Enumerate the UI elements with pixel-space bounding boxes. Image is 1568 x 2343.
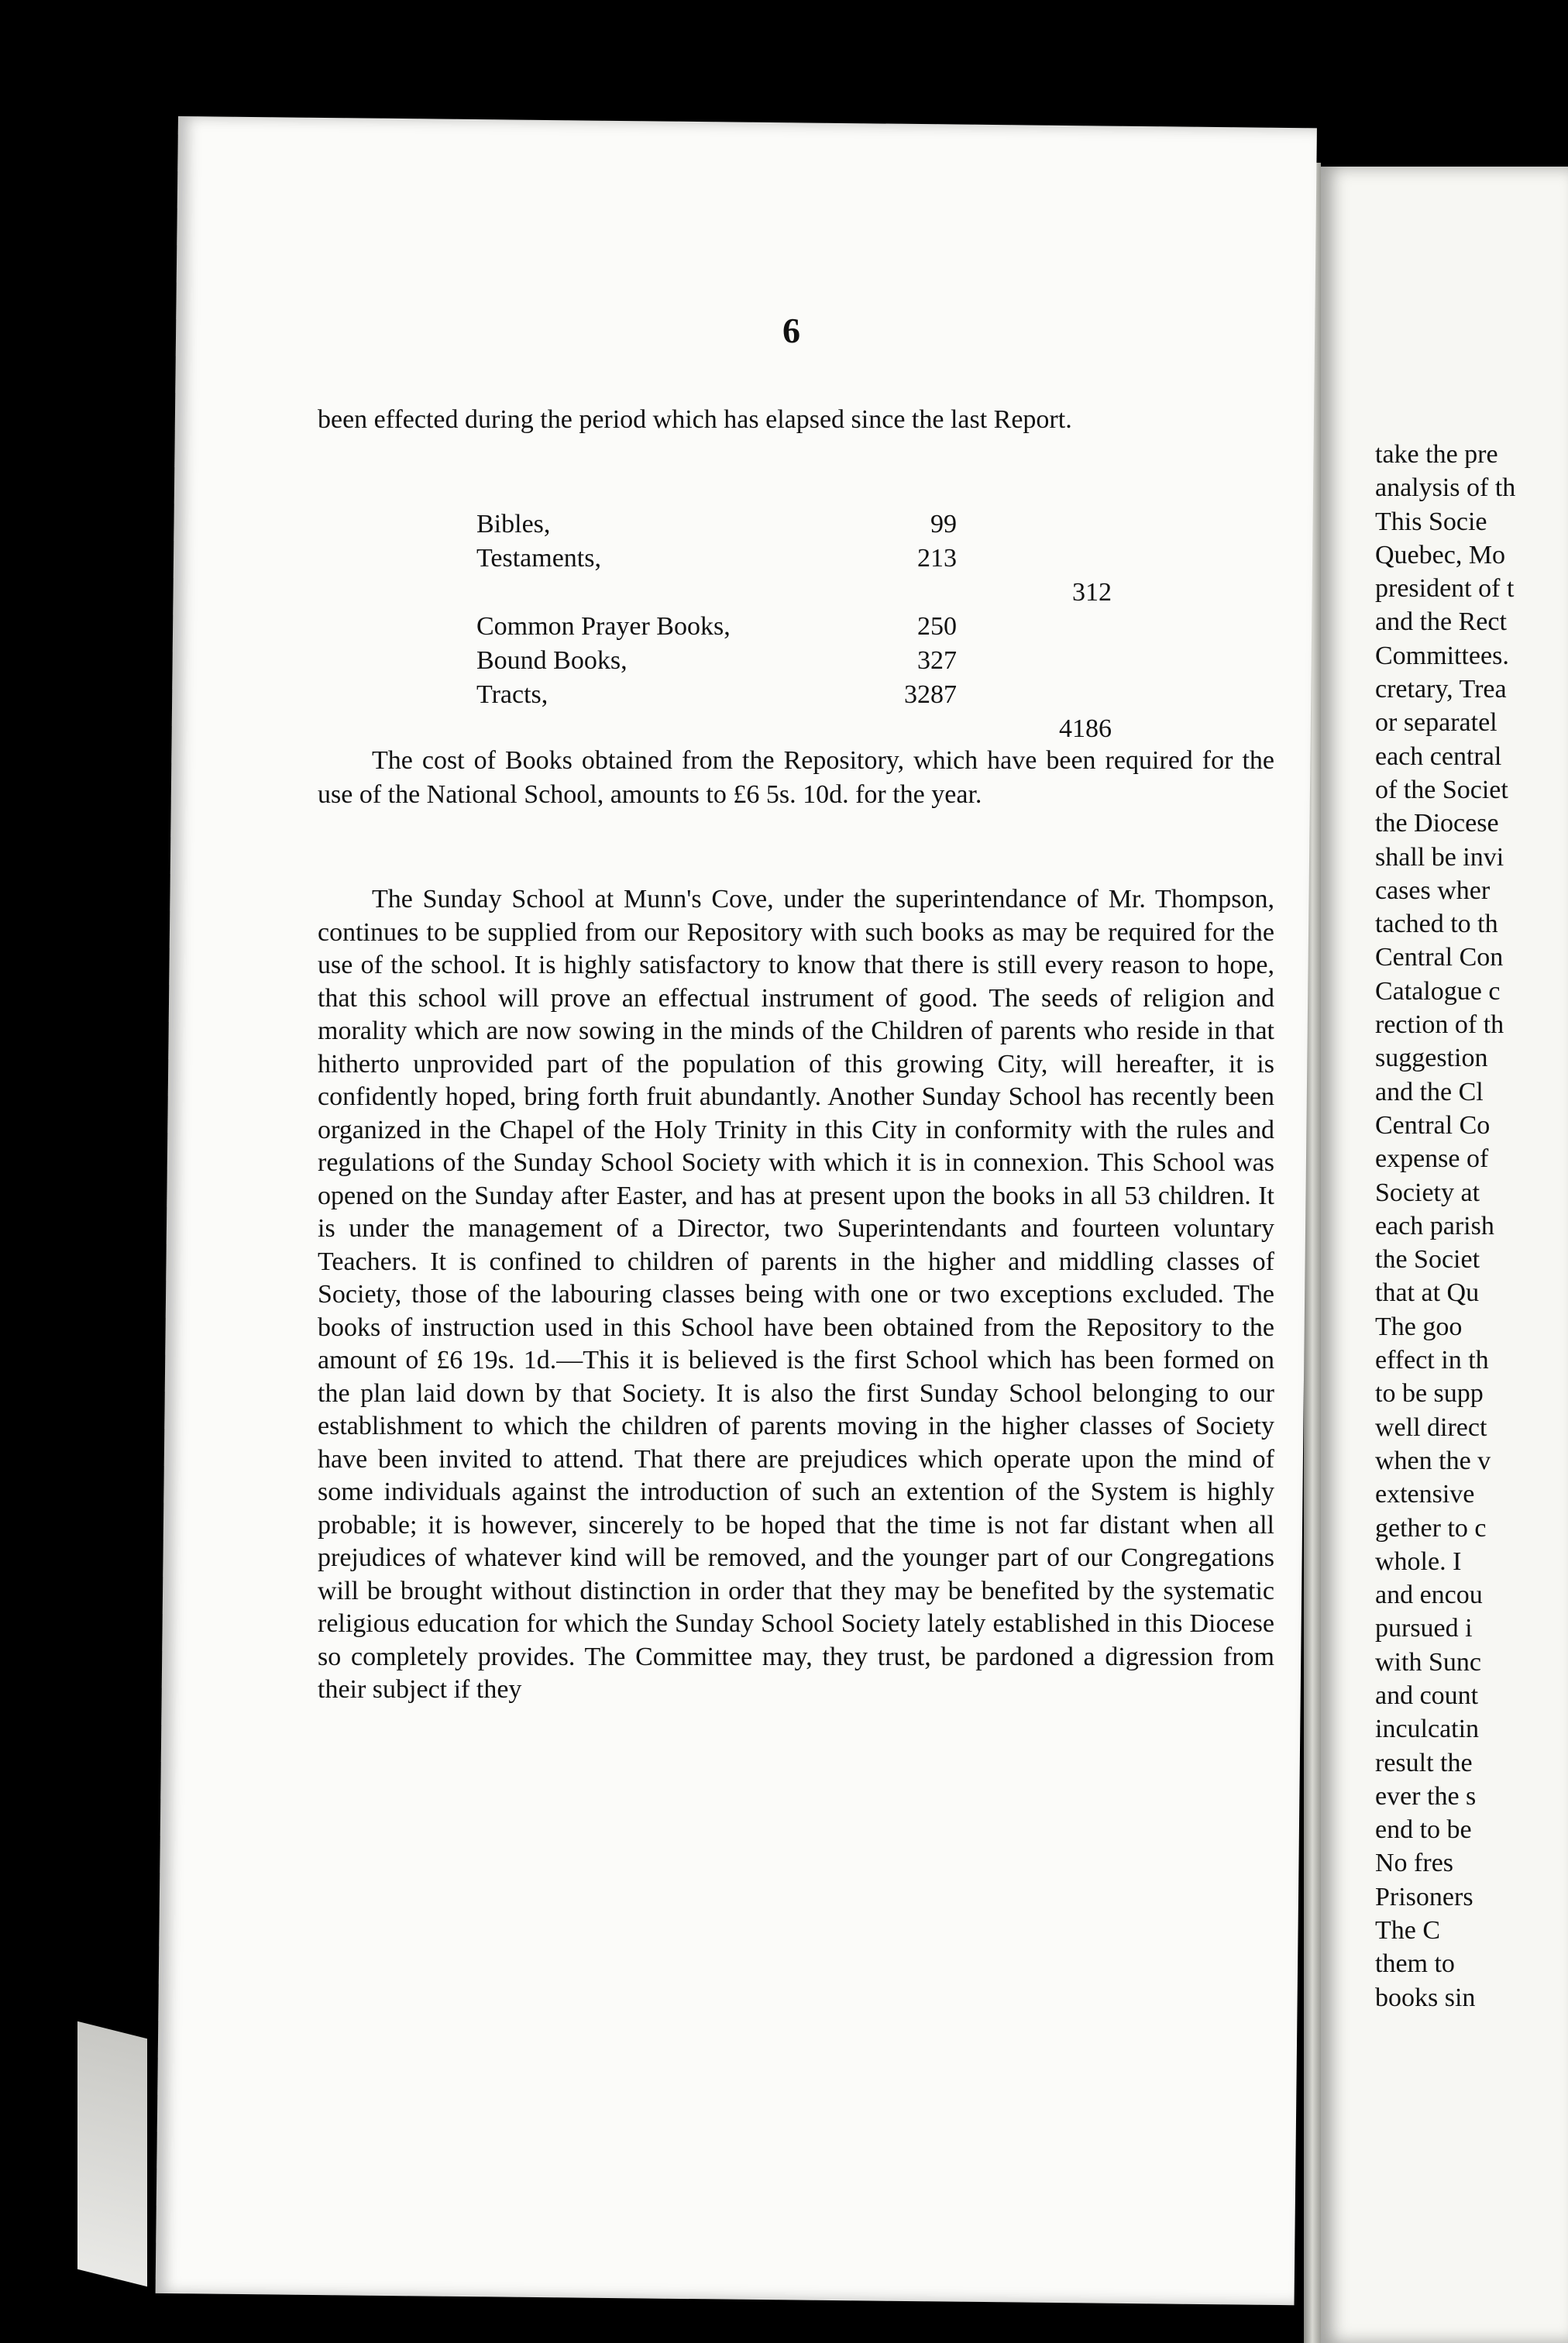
right-page-line: Committees. (1375, 641, 1509, 670)
tally-label: Common Prayer Books, (476, 612, 731, 641)
tally-count: 99 (930, 510, 957, 538)
right-page-line: tached to th (1375, 910, 1498, 939)
right-page-line: each parish (1375, 1211, 1494, 1240)
right-page-line: expense of (1375, 1144, 1489, 1174)
right-page-line: suggestion (1375, 1044, 1488, 1073)
right-page-line: The C (1375, 1916, 1441, 1946)
right-page-line: and the Rect (1375, 607, 1507, 637)
right-page-line: well direct (1375, 1412, 1487, 1442)
tally-row (476, 507, 1127, 542)
sunday-school-paragraph: The Sunday School at Munn's Cove, under the superintendance of Mr. Thompson, continues to be supplied from our Repository with such books as may be required for the use of the school. It is highly satisfactory to know that there is still every reason to hope, that this school will prove an effectual instrument of good. The seeds of religion and morality which are now sowing in the minds of the Children of parents who reside in that hitherto unprovided part of the population of this growing City, will hereafter, it is confidently hoped, bring forth fruit abundantly. Another Sunday School has recently been organized in the Chapel of the Holy Trinity in this City in conformity with the rules and regulations of the Sunday School Society with which it is in connexion. This School was opened on the Sunday after Easter, and has at present upon the books in all 53 children. It is under the management of a Director, two Superintendants and fourteen voluntary Teachers. It is confined to children of parents in the higher and middling classes of Society, those of the labouring classes being with one or two exceptions excluded. The books of instruction used in this School have been obtained from the Repository to the amount of £6 19s. 1d.—This it is believed is the first School which has been formed on the plan laid down by that Society. It is also the first Sunday School belonging to our establishment to which the children of parents moving in the higher classes of Society have been invited to attend. That there are prejudices which operate upon the mind of some individuals against the introduction of such an extention of the System is highly probable; it is however, sincerely to be hoped that the time is not far distant when all prejudices of whatever kind will be removed, and the younger part of our Congregations will be brought without distinction in order that they may be benefited by the systematic religious education for which the Sunday School Society lately established in this Diocese so completely provides. The Committee may, they trust, be pardoned a digression from their subject if they (318, 885, 1274, 1704)
tally-row (476, 678, 1127, 712)
tally-row (476, 644, 1127, 678)
right-page-line: effect in th (1375, 1346, 1489, 1375)
right-page-line: cretary, Trea (1375, 675, 1507, 704)
right-page-line: each central (1375, 741, 1502, 771)
right-page-line: No fres (1375, 1849, 1454, 1878)
right-page-line: analysis of th (1375, 473, 1516, 503)
opening-paragraph: been effected during the period which has elapsed since the last Report. (318, 405, 1072, 434)
right-page-line: to be supp (1375, 1379, 1484, 1409)
right-page-line: the Diocese (1375, 809, 1499, 838)
right-page-line: Central Con (1375, 943, 1504, 972)
right-page-line: take the pre (1375, 440, 1498, 469)
right-page-line: and the Cl (1375, 1077, 1484, 1106)
right-page-line: when the v (1375, 1446, 1491, 1475)
right-page-line: whole. I (1375, 1547, 1462, 1576)
right-page-line: and encou (1375, 1581, 1483, 1610)
book-tally-table (476, 507, 1127, 746)
right-page-line: ever the s (1375, 1781, 1477, 1811)
right-page-line: with Sunc (1375, 1647, 1481, 1677)
right-page-line: Prisoners (1375, 1882, 1473, 1911)
tally-row (476, 712, 1127, 746)
right-page-line: This Socie (1375, 507, 1487, 536)
tally-count: 327 (917, 646, 957, 675)
right-page-line: gether to c (1375, 1513, 1487, 1543)
right-page-line: rection of th (1375, 1010, 1504, 1040)
right-page-line: that at Qu (1375, 1278, 1480, 1308)
right-page-line: or separatel (1375, 708, 1498, 738)
tally-label: Testaments, (476, 544, 601, 573)
tally-row (476, 610, 1127, 644)
right-page-line: Society at (1375, 1178, 1480, 1207)
right-page-line: books sin (1375, 1983, 1476, 2012)
tally-count: 213 (917, 544, 957, 573)
right-page-line: inculcatin (1375, 1715, 1480, 1744)
right-page-line: and count (1375, 1681, 1479, 1710)
right-page-line: of the Societ (1375, 775, 1508, 804)
cost-paragraph: The cost of Books obtained from the Repository, which have been required for the use of the National School, amounts to £6 5s. 10d. for the year. (318, 746, 1274, 809)
tally-count: 3287 (904, 680, 957, 709)
right-page-line: Catalogue c (1375, 976, 1501, 1006)
tally-label: Bibles, (476, 510, 551, 538)
right-page-line: them to (1375, 1949, 1455, 1979)
tally-row (476, 576, 1127, 610)
tally-label: Tracts, (476, 680, 548, 709)
tally-row (476, 542, 1127, 576)
right-page-line: end to be (1375, 1815, 1472, 1845)
page-corner-curl (77, 2021, 147, 2286)
right-page-line: shall be invi (1375, 842, 1504, 872)
tally-label: Bound Books, (476, 646, 628, 675)
right-page-line: result the (1375, 1748, 1473, 1777)
page-number: 6 (782, 311, 800, 350)
right-page-line: extensive (1375, 1480, 1475, 1509)
right-page-line: president of t (1375, 574, 1515, 604)
tally-subtotal: 312 (1072, 578, 1112, 607)
right-page-line: cases wher (1375, 876, 1491, 905)
right-page-line: Quebec, Mo (1375, 540, 1506, 569)
right-page-line: the Societ (1375, 1245, 1480, 1275)
right-page-line: Central Co (1375, 1110, 1491, 1140)
right-page-line: The goo (1375, 1312, 1463, 1341)
tally-grand-total: 4186 (1059, 714, 1112, 743)
right-page-text (1375, 438, 1568, 2014)
right-page-line: pursued i (1375, 1614, 1473, 1643)
tally-count: 250 (917, 612, 957, 641)
